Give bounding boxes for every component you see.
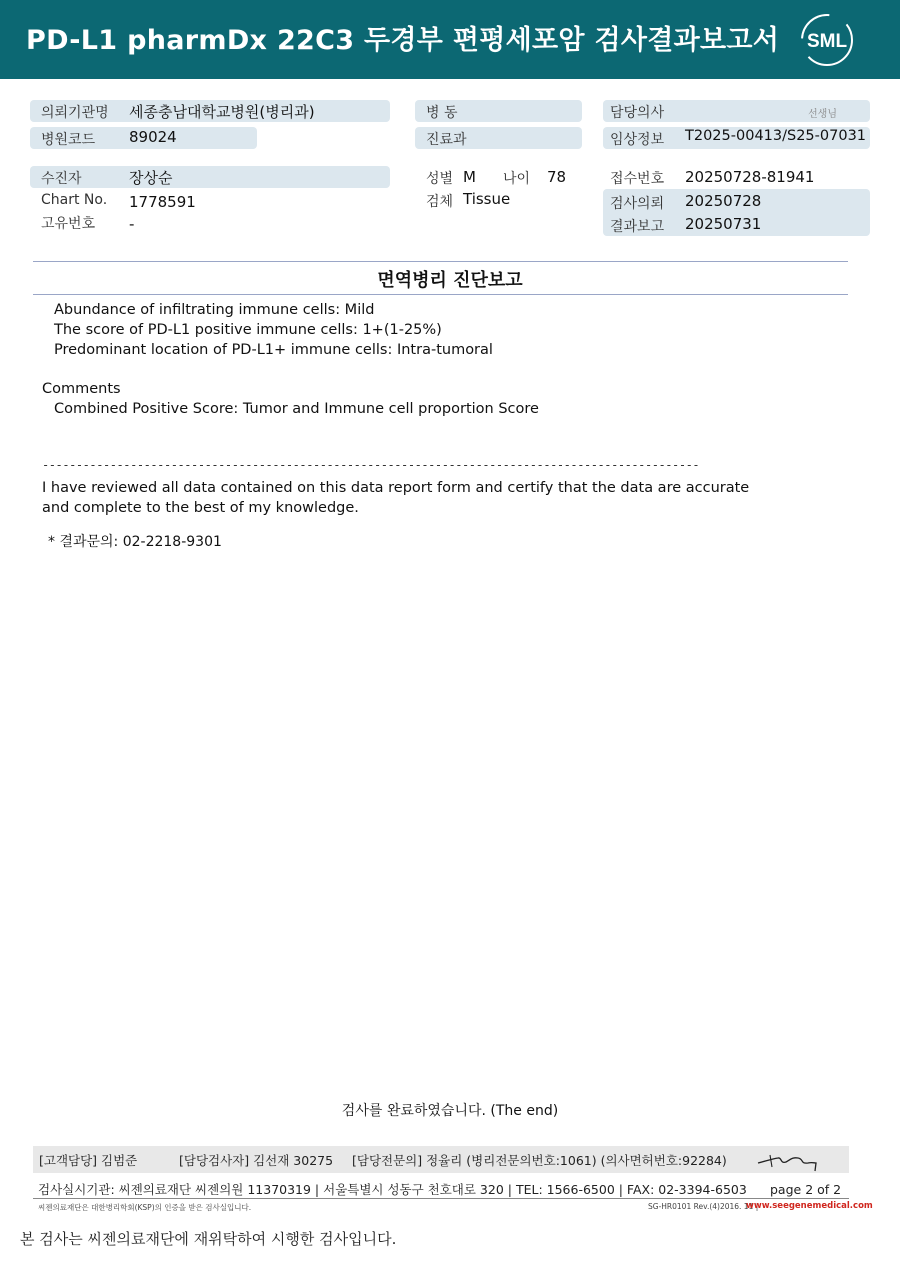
chart-value: 1778591 (129, 193, 196, 211)
end-text: 검사를 완료하였습니다. (The end) (341, 1103, 559, 1119)
section-top-rule (33, 261, 848, 262)
certification-line-2: and complete to the best of my knowledge. (42, 500, 359, 516)
lab-info: 검사실시기관: 씨젠의료재단 씨젠의원 11370319 | 서울특별시 성동구 천호대로 320 | TEL: 1566-6500 | FAX: 02-3394-6503 (38, 1182, 747, 1197)
section-bottom-rule (33, 294, 848, 295)
report-date-label: 결과보고 (610, 219, 665, 235)
doctor-suffix: 선생님 (808, 109, 837, 120)
specimen-label: 검체 (426, 194, 454, 210)
unique-label: 고유번호 (41, 216, 96, 232)
request-value: 20250728 (685, 192, 762, 210)
examiner: [담당검사자] 김선재 30275 (179, 1153, 334, 1168)
receipt-value: 20250728-81941 (685, 168, 815, 186)
comments-text: Combined Positive Score: Tumor and Immune cell proportion Score (54, 401, 539, 417)
signature-image (756, 1149, 822, 1175)
institution-label: 의뢰기관명 (41, 105, 109, 121)
institution-value: 세종충남대학교병원(병리과) (129, 103, 315, 121)
contact-info: * 결과문의: 02-2218-9301 (48, 534, 222, 550)
section-title: 면역병리 진단보고 (377, 270, 523, 291)
receipt-label: 접수번호 (610, 171, 665, 187)
sex-label: 성별 (426, 171, 454, 187)
logo-text: SML (806, 31, 848, 52)
website-url: www.seegenemedical.com (746, 1201, 873, 1211)
report-header (0, 0, 900, 79)
hospital-code-label: 병원코드 (41, 132, 96, 148)
report-title: PD-L1 pharmDx 22C3 두경부 편평세포암 검사결과보고서 (26, 25, 780, 56)
dashed-separator: ------------------------------------------------------------------------------------------------- (42, 458, 700, 472)
ward-label: 병 동 (426, 105, 458, 121)
clinical-label: 임상정보 (610, 132, 665, 148)
comments-label: Comments (42, 381, 121, 397)
sex-value: M (463, 168, 476, 186)
age-label: 나이 (503, 171, 531, 187)
result-line-2: The score of PD-L1 positive immune cells: 1+(1-25%) (54, 322, 442, 338)
result-line-3: Predominant location of PD-L1+ immune cells: Intra-tumoral (54, 342, 493, 358)
specialist: [담당전문의] 정율리 (병리전문의번호:1061) (의사면허번호:92284) (352, 1153, 727, 1168)
request-label: 검사의뢰 (610, 196, 665, 212)
chart-label: Chart No. (41, 192, 108, 208)
department-label: 진료과 (426, 132, 467, 148)
page-number: page 2 of 2 (770, 1182, 842, 1197)
result-line-1: Abundance of infiltrating immune cells: Mild (54, 302, 375, 318)
doctor-label: 담당의사 (610, 105, 665, 121)
specimen-value: Tissue (463, 190, 511, 208)
certification-line-1: I have reviewed all data contained on this data report form and certify that the data are accurate (42, 480, 750, 496)
patient-label: 수진자 (41, 171, 82, 187)
age-value: 78 (547, 168, 567, 186)
patient-pill (30, 166, 390, 188)
footer-rule (33, 1198, 849, 1199)
unique-value: - (129, 215, 135, 233)
ksp-note: 씨젠의료재단은 대한병리학회(KSP)의 인증을 받은 검사실입니다. (38, 1203, 252, 1212)
patient-value: 장상순 (129, 169, 173, 187)
customer-rep: [고객담당] 김범준 (39, 1153, 138, 1168)
footer-staff-bar (33, 1146, 849, 1173)
report-date-value: 20250731 (685, 215, 762, 233)
bottom-note: 본 검사는 씨젠의료재단에 재위탁하여 시행한 검사입니다. (20, 1230, 397, 1248)
hospital-code-value: 89024 (129, 128, 177, 146)
form-code: SG-HR0101 Rev.(4)2016. 11 | (648, 1202, 759, 1211)
clinical-value: T2025-00413/S25-07031 (685, 128, 867, 144)
sml-logo (799, 12, 855, 68)
